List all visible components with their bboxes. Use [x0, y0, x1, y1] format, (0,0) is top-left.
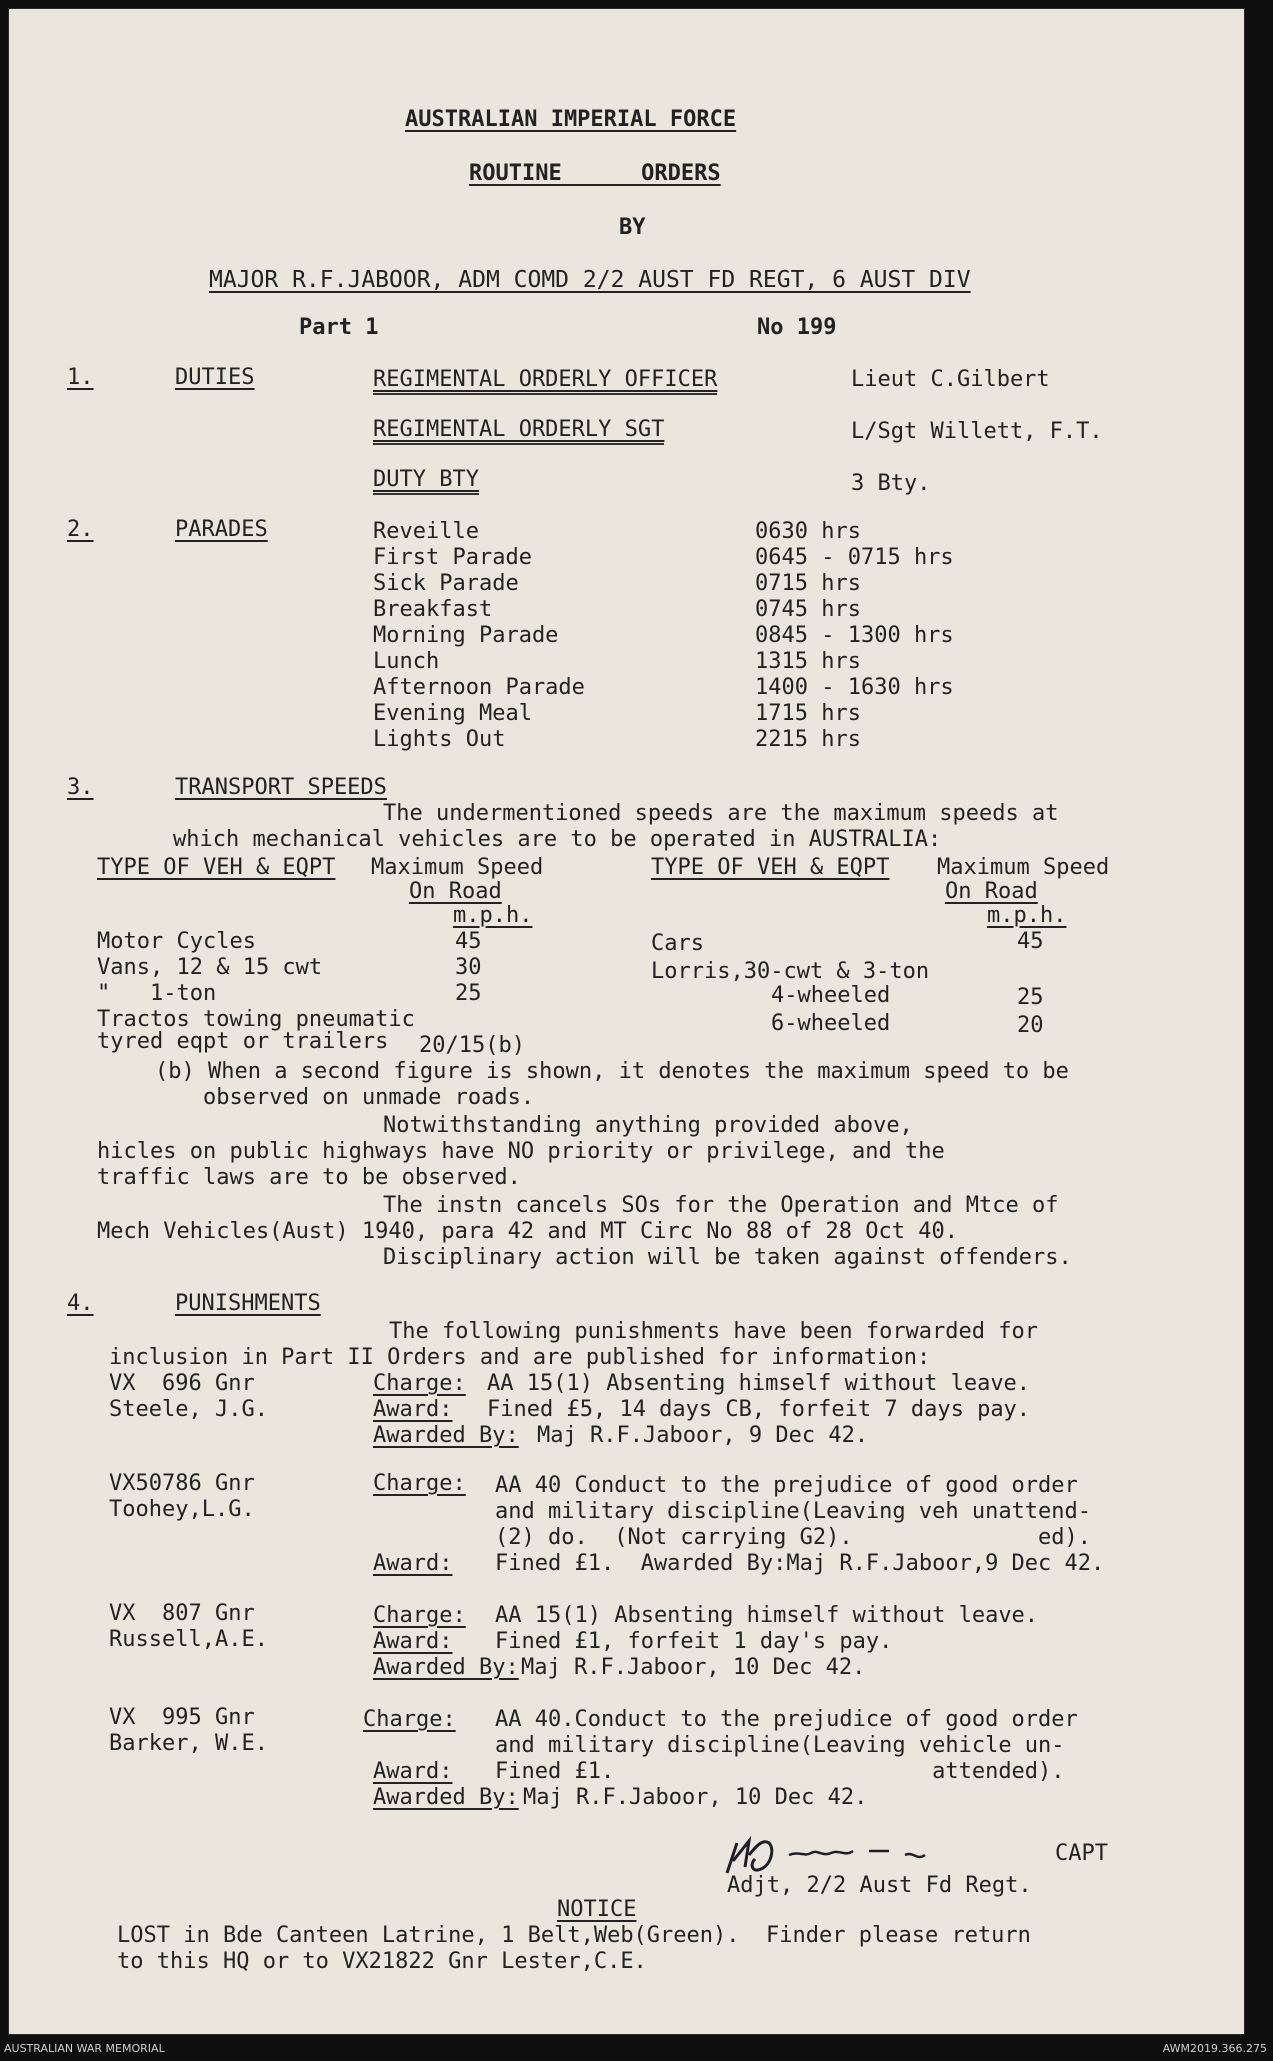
section-number: 1.	[67, 365, 94, 390]
transport-paragraph: hicles on public highways have NO priority or privilege, and the	[97, 1139, 945, 1164]
section-heading: TRANSPORT SPEEDS	[175, 775, 387, 800]
parade-time: 0715 hrs	[755, 571, 861, 596]
award-text: Fined £1. attended).	[495, 1759, 1065, 1784]
col-header-road: On Road	[945, 879, 1038, 904]
offender-number: VX50786 Gnr	[109, 1471, 255, 1496]
awarded-by-text: Maj R.F.Jaboor, 10 Dec 42.	[521, 1655, 866, 1680]
parade-time: 2215 hrs	[755, 727, 861, 752]
vehicle-speed: 30	[455, 955, 482, 980]
vehicle-type: Motor Cycles	[97, 929, 256, 954]
charge-text: AA 40 Conduct to the prejudice of good order	[495, 1473, 1078, 1498]
parade-item: Afternoon Parade	[373, 675, 585, 700]
vehicle-speed: 20	[1017, 1013, 1044, 1038]
parade-item: Reveille	[373, 519, 479, 544]
awarded-by-text: Maj R.F.Jaboor, 10 Dec 42.	[523, 1785, 868, 1810]
transport-note: observed on unmade roads.	[203, 1085, 535, 1110]
parade-time: 0645 - 0715 hrs	[755, 545, 954, 570]
duty-role: DUTY BTY	[373, 467, 479, 495]
col-header-type: TYPE OF VEH & EQPT	[651, 855, 890, 880]
offender-number: VX 696 Gnr	[109, 1371, 255, 1396]
parade-time: 0845 - 1300 hrs	[755, 623, 954, 648]
charge-label: Charge:	[373, 1603, 466, 1628]
col-header-road: On Road	[409, 879, 502, 904]
charge-text: and military discipline(Leaving vehicle un-	[495, 1733, 1065, 1758]
document-page	[8, 8, 1245, 2035]
transport-note: (b) When a second figure is shown, it denotes the maximum speed to be	[155, 1059, 1069, 1084]
footer-credit: AUSTRALIAN WAR MEMORIAL	[4, 2042, 165, 2055]
parade-item: Lights Out	[373, 727, 506, 752]
notice-heading: NOTICE	[557, 1897, 637, 1922]
vehicle-type: 6-wheeled	[771, 1011, 891, 1036]
awarded-by-label: Awarded By:	[373, 1785, 519, 1810]
transport-intro: The undermentioned speeds are the maximum speeds at	[383, 801, 1059, 826]
transport-intro: which mechanical vehicles are to be operated in AUSTRALIA:	[173, 827, 942, 852]
award-label: Award:	[373, 1397, 453, 1422]
transport-paragraph: Notwithstanding anything provided above,	[383, 1113, 913, 1138]
col-header-unit: m.p.h.	[453, 903, 533, 928]
award-text: Fined £1, forfeit 1 day's pay.	[495, 1629, 893, 1654]
col-header-unit: m.p.h.	[987, 903, 1067, 928]
punishments-intro: inclusion in Part II Orders and are published for information:	[109, 1345, 931, 1370]
duty-name: 3 Bty.	[851, 471, 931, 496]
offender-name: Steele, J.G.	[109, 1397, 268, 1422]
parade-item: Evening Meal	[373, 701, 532, 726]
award-label: Award:	[373, 1629, 453, 1654]
charge-text: and military discipline(Leaving veh unattend-	[495, 1499, 1092, 1524]
punishments-intro: The following punishments have been forwarded for	[389, 1319, 1039, 1344]
offender-number: VX 995 Gnr	[109, 1705, 255, 1730]
duty-role: REGIMENTAL ORDERLY OFFICER	[373, 367, 717, 395]
charge-label: Charge:	[363, 1707, 456, 1732]
award-label: Award:	[373, 1759, 453, 1784]
section-heading: PUNISHMENTS	[175, 1291, 321, 1316]
vehicle-speed: 45	[1017, 929, 1044, 954]
doc-subtitle: ROUTINE ORDERS	[469, 161, 721, 186]
parade-time: 0630 hrs	[755, 519, 861, 544]
offender-name: Toohey,L.G.	[109, 1497, 255, 1522]
duty-name: L/Sgt Willett, F.T.	[851, 419, 1103, 444]
charge-text: AA 40.Conduct to the prejudice of good order	[495, 1707, 1078, 1732]
section-number: 2.	[67, 517, 94, 542]
parade-time: 1400 - 1630 hrs	[755, 675, 954, 700]
col-header-type: TYPE OF VEH & EQPT	[97, 855, 336, 880]
vehicle-speed: 45	[455, 929, 482, 954]
charge-text: AA 15(1) Absenting himself without leave.	[495, 1603, 1039, 1628]
parade-time: 1315 hrs	[755, 649, 861, 674]
vehicle-speed: 20/15(b)	[419, 1033, 525, 1058]
vehicle-type: Tractos towing pneumatic	[97, 1007, 415, 1032]
vehicle-type: " 1-ton	[97, 981, 217, 1006]
section-heading: DUTIES	[175, 365, 255, 390]
offender-name: Barker, W.E.	[109, 1731, 268, 1756]
signature-rank: CAPT	[1055, 1841, 1108, 1866]
transport-paragraph: Disciplinary action will be taken against offenders.	[383, 1245, 1072, 1270]
offender-number: VX 807 Gnr	[109, 1601, 255, 1626]
awarded-by-text: Maj R.F.Jaboor, 9 Dec 42.	[537, 1423, 869, 1448]
doc-number: No 199	[757, 315, 837, 340]
section-heading: PARADES	[175, 517, 268, 542]
doc-title: AUSTRALIAN IMPERIAL FORCE	[405, 107, 737, 132]
vehicle-type: Cars	[651, 931, 704, 956]
parade-item: Breakfast	[373, 597, 493, 622]
section-number: 3.	[67, 775, 94, 800]
parade-item: First Parade	[373, 545, 532, 570]
parade-time: 0745 hrs	[755, 597, 861, 622]
transport-paragraph: traffic laws are to be observed.	[97, 1165, 521, 1190]
charge-label: Charge:	[373, 1471, 466, 1496]
charge-text: AA 15(1) Absenting himself without leave.	[487, 1371, 1031, 1396]
parade-item: Lunch	[373, 649, 440, 674]
footer-accession-id: AWM2019.366.275	[1162, 2042, 1267, 2055]
parade-item: Sick Parade	[373, 571, 519, 596]
col-header-max: Maximum Speed	[937, 855, 1110, 880]
award-label: Award:	[373, 1551, 453, 1576]
vehicle-speed: 25	[1017, 985, 1044, 1010]
transport-paragraph: The instn cancels SOs for the Operation and Mtce of	[383, 1193, 1059, 1218]
awarded-by-label: Awarded By:	[373, 1423, 519, 1448]
duty-name: Lieut C.Gilbert	[851, 367, 1050, 392]
vehicle-type: Vans, 12 & 15 cwt	[97, 955, 323, 980]
parade-time: 1715 hrs	[755, 701, 861, 726]
section-number: 4.	[67, 1291, 94, 1316]
notice-text: LOST in Bde Canteen Latrine, 1 Belt,Web(Green). Finder please return	[117, 1923, 1031, 1948]
vehicle-type: Lorris,30-cwt & 3-ton	[651, 959, 930, 984]
doc-by: BY	[619, 215, 646, 240]
charge-label: Charge:	[373, 1371, 466, 1396]
parade-item: Morning Parade	[373, 623, 559, 648]
doc-authority: MAJOR R.F.JABOOR, ADM COMD 2/2 AUST FD REGT, 6 AUST DIV	[209, 267, 971, 293]
award-text: Fined £5, 14 days CB, forfeit 7 days pay.	[487, 1397, 1031, 1422]
signature-title: Adjt, 2/2 Aust Fd Regt.	[727, 1873, 1032, 1898]
transport-paragraph: Mech Vehicles(Aust) 1940, para 42 and MT Circ No 88 of 28 Oct 40.	[97, 1219, 958, 1244]
notice-text: to this HQ or to VX21822 Gnr Lester,C.E.	[117, 1949, 647, 1974]
vehicle-type: 4-wheeled	[771, 983, 891, 1008]
charge-text: (2) do. (Not carrying G2). ed).	[495, 1525, 1092, 1550]
doc-part: Part 1	[299, 315, 379, 340]
vehicle-type: tyred eqpt or trailers	[97, 1029, 389, 1054]
awarded-by-label: Awarded By:	[373, 1655, 519, 1680]
award-text: Fined £1. Awarded By:Maj R.F.Jaboor,9 Dec 42.	[495, 1551, 1105, 1576]
vehicle-speed: 25	[455, 981, 482, 1006]
col-header-max: Maximum Speed	[371, 855, 544, 880]
offender-name: Russell,A.E.	[109, 1627, 268, 1652]
duty-role: REGIMENTAL ORDERLY SGT	[373, 417, 664, 445]
